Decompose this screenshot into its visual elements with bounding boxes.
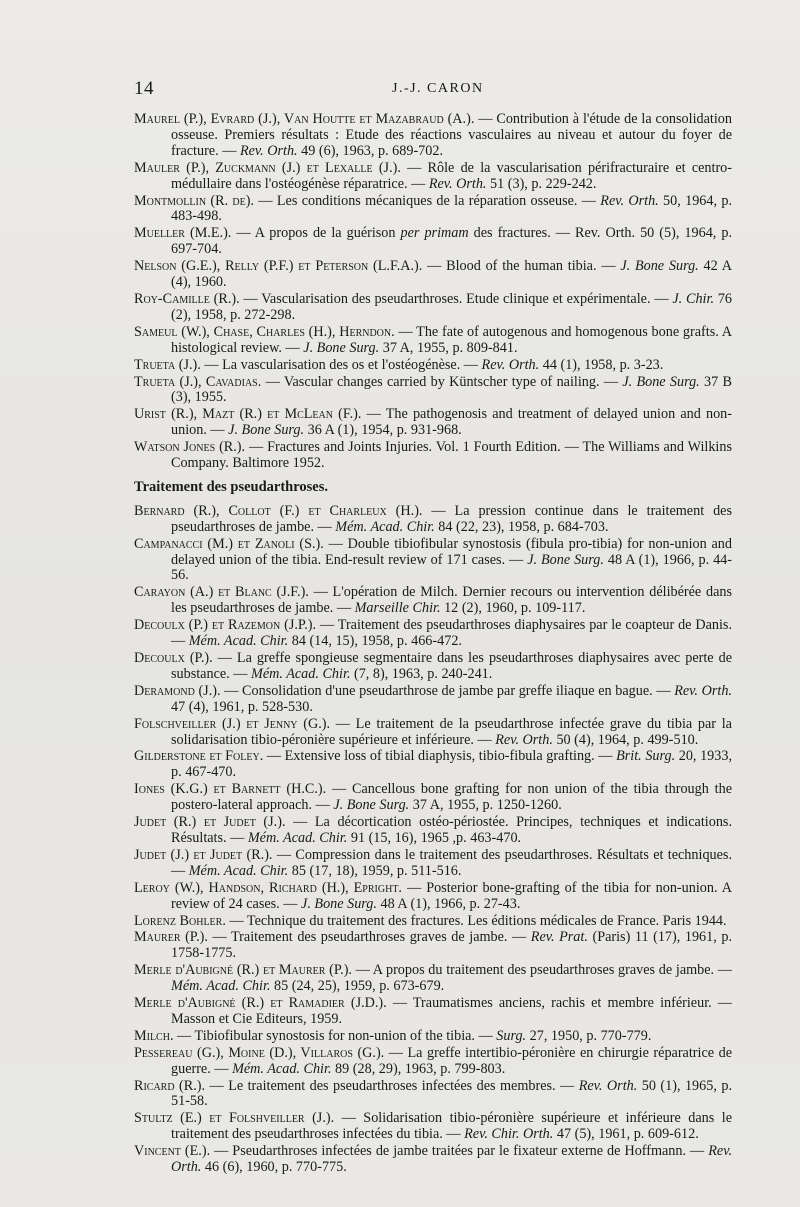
reference-journal: J. Bone Surg.: [301, 895, 377, 912]
reference-entry: [134, 325, 732, 357]
reference-entry: [134, 226, 732, 258]
reference-journal: Rev. Orth.: [481, 356, 540, 373]
reference-title: — Le traitement des pseudarthroses infectées des membres. —: [205, 1077, 579, 1094]
reference-authors: Gilderstone et Foley.: [134, 748, 264, 765]
reference-title: — Consolidation d'une pseudarthrose de jambe par greffe iliaque en bague. —: [220, 682, 675, 699]
reference-details: 27, 1950, p. 770-779.: [526, 1027, 652, 1044]
reference-entry: [134, 782, 732, 814]
reference-details: 48 A (1), 1966, p. 27-43.: [376, 895, 521, 912]
reference-authors: Stultz (E.) et Folshveiller (J.).: [134, 1110, 335, 1127]
reference-entry: [134, 194, 732, 226]
reference-title: — Vascularisation des pseudarthroses. Etude clinique et expérimentale. —: [239, 290, 673, 307]
reference-entry: [134, 1046, 732, 1078]
reference-title: — La décortication ostéo-périostée. Principes, techniques et indications. Résultats. —: [171, 814, 732, 846]
reference-entry: [134, 375, 732, 407]
reference-details: 48 A (1), 1966, p. 44-56.: [171, 551, 732, 584]
reference-details: (7, 8), 1963, p. 240-241.: [350, 665, 493, 682]
reference-details: 37 A, 1955, p. 1250-1260.: [409, 797, 562, 814]
reference-title: — A propos du traitement des pseudarthroses graves de jambe. —: [351, 962, 732, 979]
reference-entry: [134, 651, 732, 683]
reference-entry: [134, 1079, 732, 1111]
reference-authors: Lorenz Bohler.: [134, 912, 226, 929]
reference-authors: Judet (J.) et Judet (R.).: [134, 846, 273, 863]
reference-authors: Pessereau (G.), Moine (D.), Villaros (G.).: [134, 1044, 385, 1061]
reference-entry: [134, 440, 732, 472]
reference-entry: [134, 717, 732, 749]
reference-title: — La vascularisation des os et l'ostéogénèse. —: [200, 356, 482, 373]
reference-authors: Watson Jones (R.).: [134, 439, 246, 456]
reference-journal: Mém. Acad. Chir.: [188, 862, 289, 879]
reference-title: — The fate of autogenous and homogenous bone grafts. A histological review. —: [171, 323, 732, 356]
reference-journal: Rev. Orth.: [674, 682, 732, 699]
reference-entry: [134, 914, 732, 930]
reference-entry: [134, 504, 732, 536]
reference-entry: [134, 930, 732, 962]
reference-authors: Trueta (J.).: [134, 356, 201, 373]
reference-authors: Sameul (W.), Chase, Charles (H.), Herndon.: [134, 323, 395, 340]
reference-entry: [134, 963, 732, 995]
reference-journal: Rev. Orth.: [428, 175, 487, 192]
reference-title: — Les conditions mécaniques de la réparation osseuse. —: [254, 192, 601, 209]
reference-authors: Judet (R.) et Judet (J.).: [134, 814, 286, 831]
reference-journal: J. Bone Surg.: [527, 551, 604, 568]
reference-title: — Technique du traitement des fractures. Les éditions médicales de France. Paris 1944.: [225, 912, 727, 929]
reference-title: — Contribution à l'étude de la consolidation osseuse. Premiers résultats : Etude des réactions vasculaires au niveau et autour du foyer de fracture. —: [171, 111, 732, 159]
reference-journal: Rev. Orth.: [239, 142, 298, 159]
reference-entry: [134, 1144, 732, 1176]
reference-journal: Brit. Surg.: [616, 748, 676, 765]
reference-authors: Ricard (R.).: [134, 1077, 206, 1094]
reference-journal: Rev. Chir. Orth.: [464, 1126, 554, 1143]
reference-title: — Compression dans le traitement des pseudarthroses. Résultats et techniques. —: [171, 846, 732, 879]
reference-title: — Pseudarthroses infectées de jambe traitées par le fixateur externe de Hoffmann. —: [210, 1143, 709, 1160]
reference-entry: [134, 815, 732, 847]
reference-title: — Cancellous bone grafting for non union of the tibia through the postero-lateral approach. —: [171, 781, 732, 814]
reference-title: — Fractures and Joints Injuries. Vol. 1 Fourth Edition. — The Williams and Wilkins Company. Baltimore 1952.: [171, 439, 732, 472]
reference-details: 37 B (3), 1955.: [171, 373, 732, 406]
reference-entry: [134, 407, 732, 439]
reference-authors: Maurel (P.), Evrard (J.), Van Houtte et Mazabraud (A.).: [134, 111, 475, 127]
reference-details: 85 (17, 18), 1959, p. 511-516.: [288, 862, 462, 879]
reference-details: 50 (1), 1965, p. 51-58.: [171, 1077, 732, 1110]
reference-details: 76 (2), 1958, p. 272-298.: [171, 290, 733, 323]
reference-details: 85 (24, 25), 1959, p. 673-679.: [270, 978, 445, 995]
reference-authors: Decoulx (P.) et Razemon (J.P.).: [134, 617, 317, 634]
reference-journal: Marseille Chir.: [354, 600, 441, 617]
reference-title: — Vascular changes carried by Küntscher type of nailing. —: [261, 373, 623, 390]
reference-authors: Mueller (M.E.).: [134, 225, 232, 242]
reference-title: — The pathogenosis and treatment of delayed union and non-union. —: [171, 406, 732, 439]
reference-entry: [134, 618, 732, 650]
reference-entry: [134, 996, 732, 1028]
reference-details: 20, 1933, p. 467-470.: [171, 748, 733, 781]
reference-title: — A propos de la guérison: [231, 225, 401, 242]
reference-details: 49 (6), 1963, p. 689-702.: [297, 142, 444, 159]
reference-entry: [134, 749, 732, 781]
reference-authors: Deramond (J.).: [134, 682, 221, 699]
reference-authors: Nelson (G.E.), Relly (P.F.) et Peterson (L.F.A.).: [134, 258, 423, 275]
reference-authors: Merle d'Aubigné (R.) et Ramadier (J.D.).: [134, 995, 387, 1012]
reference-details: 46 (6), 1960, p. 770-775.: [201, 1159, 347, 1176]
reference-details: 47 (4), 1961, p. 528-530.: [171, 698, 313, 715]
reference-entry: [134, 848, 732, 880]
bibliography: [134, 112, 732, 1177]
reference-entry: [134, 1029, 732, 1045]
reference-journal: J. Bone Surg.: [622, 373, 700, 390]
reference-details: 37 A, 1955, p. 809-841.: [379, 339, 518, 356]
reference-journal: per primam: [400, 225, 469, 242]
reference-entry: [134, 259, 732, 291]
reference-details: 84 (22, 23), 1958, p. 684-703.: [434, 518, 609, 535]
reference-details: 84 (14, 15), 1958, p. 466-472.: [288, 633, 462, 650]
reference-authors: Decoulx (P.).: [134, 650, 213, 666]
reference-title: — Traitement des pseudarthroses diaphysaires par le coapteur de Danis. —: [171, 617, 732, 650]
section-title: Traitement des pseudarthroses.: [134, 478, 328, 495]
reference-title: — Double tibiofibular synostosis (fibula pro-tibia) for non-union and delayed union of the tibia. End-result review of 171 cases. —: [171, 535, 732, 568]
reference-authors: Iones (K.G.) et Barnett (H.C.).: [134, 781, 327, 798]
reference-authors: Milch.: [134, 1027, 174, 1044]
reference-details: 89 (28, 29), 1963, p. 799-803.: [331, 1060, 506, 1077]
reference-journal: Rev. Prat.: [530, 929, 588, 946]
reference-entry: [134, 684, 732, 716]
reference-authors: Vincent (E.).: [134, 1143, 211, 1160]
reference-title: — La greffe spongieuse segmentaire dans les pseudarthroses diaphysaires avec perte de substance. —: [171, 650, 732, 682]
reference-authors: Campanacci (M.) et Zanoli (S.).: [134, 535, 324, 552]
reference-title: — La pression continue dans le traitement des pseudarthroses de jambe. —: [171, 502, 732, 535]
reference-journal: Mém. Acad. Chir.: [171, 978, 271, 995]
reference-title: — Le traitement de la pseudarthrose infectée grave du tibia par la solidarisation tibio-péronière supérieure et inférieure. —: [171, 715, 732, 748]
reference-entry: [134, 537, 732, 585]
reference-title: — Posterior bone-grafting of the tibia for non-union. A review of 24 cases. —: [171, 879, 732, 912]
reference-list-treatment: [134, 504, 732, 1176]
reference-journal: J. Bone Surg.: [303, 339, 380, 356]
reference-title: — Traitement des pseudarthroses graves de jambe. —: [207, 929, 531, 946]
reference-authors: Montmollin (R. de).: [134, 192, 255, 209]
reference-details: 12 (2), 1960, p. 109-117.: [440, 600, 586, 617]
reference-title: — Blood of the human tibia. —: [422, 258, 621, 275]
reference-journal: Rev. Orth.: [171, 1143, 732, 1176]
reference-title: — Solidarisation tibio-péronière supérieure et inférieure dans le traitement des pseudarthroses infectées du tibia. —: [171, 1110, 732, 1143]
reference-journal: Mém. Acad. Chir.: [232, 1060, 332, 1077]
reference-authors: Leroy (W.), Handson, Richard (H.), Epright.: [134, 879, 402, 896]
reference-title: — Traumatismes anciens, rachis et membre inférieur. — Masson et Cie Editeurs, 1959.: [171, 995, 732, 1027]
reference-details: 50, 1964, p. 483-498.: [171, 192, 733, 225]
reference-journal: Surg.: [496, 1027, 527, 1044]
reference-journal: Rev. Orth.: [600, 192, 659, 209]
reference-journal: Rev. Orth.: [495, 731, 553, 748]
reference-authors: Mauler (P.), Zuckmann (J.) et Lexalle (J.).: [134, 159, 401, 176]
reference-journal: Mém. Acad. Chir.: [247, 829, 348, 846]
reference-authors: Urist (R.), Mazt (R.) et McLean (F.).: [134, 406, 362, 423]
reference-journal: J. Chir.: [672, 290, 714, 307]
reference-journal: J. Bone Surg.: [333, 797, 410, 814]
reference-journal: Mém. Acad. Chir.: [188, 633, 289, 650]
reference-details: (Paris) 11 (17), 1961, p. 1758-1775.: [171, 929, 732, 962]
reference-entry: [134, 161, 732, 193]
reference-details: 51 (3), p. 229-242.: [486, 175, 597, 192]
reference-details: 36 A (1), 1954, p. 931-968.: [304, 422, 462, 439]
reference-journal: Rev. Orth.: [578, 1077, 638, 1094]
reference-authors: Merle d'Aubigné (R.) et Maurer (P.).: [134, 962, 352, 979]
reference-title: — Rôle de la vascularisation périfracturaire et centro-médullaire dans l'ostéogénèse réparatrice. —: [171, 159, 732, 192]
reference-journal: Mém. Acad. Chir.: [335, 518, 435, 535]
reference-details: 50 (4), 1964, p. 499-510.: [552, 731, 699, 748]
reference-details: des fractures. — Rev. Orth. 50 (5), 1964, p. 697-704.: [171, 225, 732, 258]
page-number: 14: [134, 78, 154, 99]
reference-details: 44 (1), 1958, p. 3-23.: [539, 356, 664, 373]
reference-entry: [134, 112, 732, 160]
reference-authors: Roy-Camille (R.).: [134, 290, 240, 307]
reference-title: — L'opération de Milch. Dernier recours ou intervention délibérée dans les pseudarthroses de jambe. —: [171, 584, 732, 617]
reference-list: [134, 112, 732, 472]
reference-authors: Trueta (J.), Cavadias.: [134, 373, 262, 390]
reference-authors: Maurer (P.).: [134, 929, 208, 946]
reference-details: 91 (15, 16), 1965 ,p. 463-470.: [347, 829, 522, 846]
reference-details: 47 (5), 1961, p. 609-612.: [553, 1126, 699, 1143]
reference-journal: Mém. Acad. Chir.: [251, 665, 351, 682]
reference-authors: Folschveiller (J.) et Jenny (G.).: [134, 715, 331, 732]
reference-entry: [134, 358, 732, 374]
reference-entry: [134, 292, 732, 324]
reference-title: — Tibiofibular synostosis for non-union of the tibia. —: [173, 1027, 497, 1044]
reference-entry: [134, 1111, 732, 1143]
reference-entry: [134, 881, 732, 913]
running-head: J.-J. CARON: [392, 81, 484, 96]
reference-details: 42 A (4), 1960.: [171, 258, 732, 291]
reference-entry: [134, 585, 732, 617]
reference-journal: J. Bone Surg.: [228, 422, 305, 439]
reference-authors: Bernard (R.), Collot (F.) et Charleux (H.).: [134, 502, 423, 519]
reference-title: — Extensive loss of tibial diaphysis, tibio-fibula grafting. —: [263, 748, 617, 765]
page-header: [134, 78, 734, 102]
reference-journal: J. Bone Surg.: [620, 258, 699, 275]
reference-title: — La greffe intertibio-péronière en chirurgie réparatrice de guerre. —: [171, 1044, 732, 1077]
reference-authors: Carayon (A.) et Blanc (J.F.).: [134, 584, 309, 601]
